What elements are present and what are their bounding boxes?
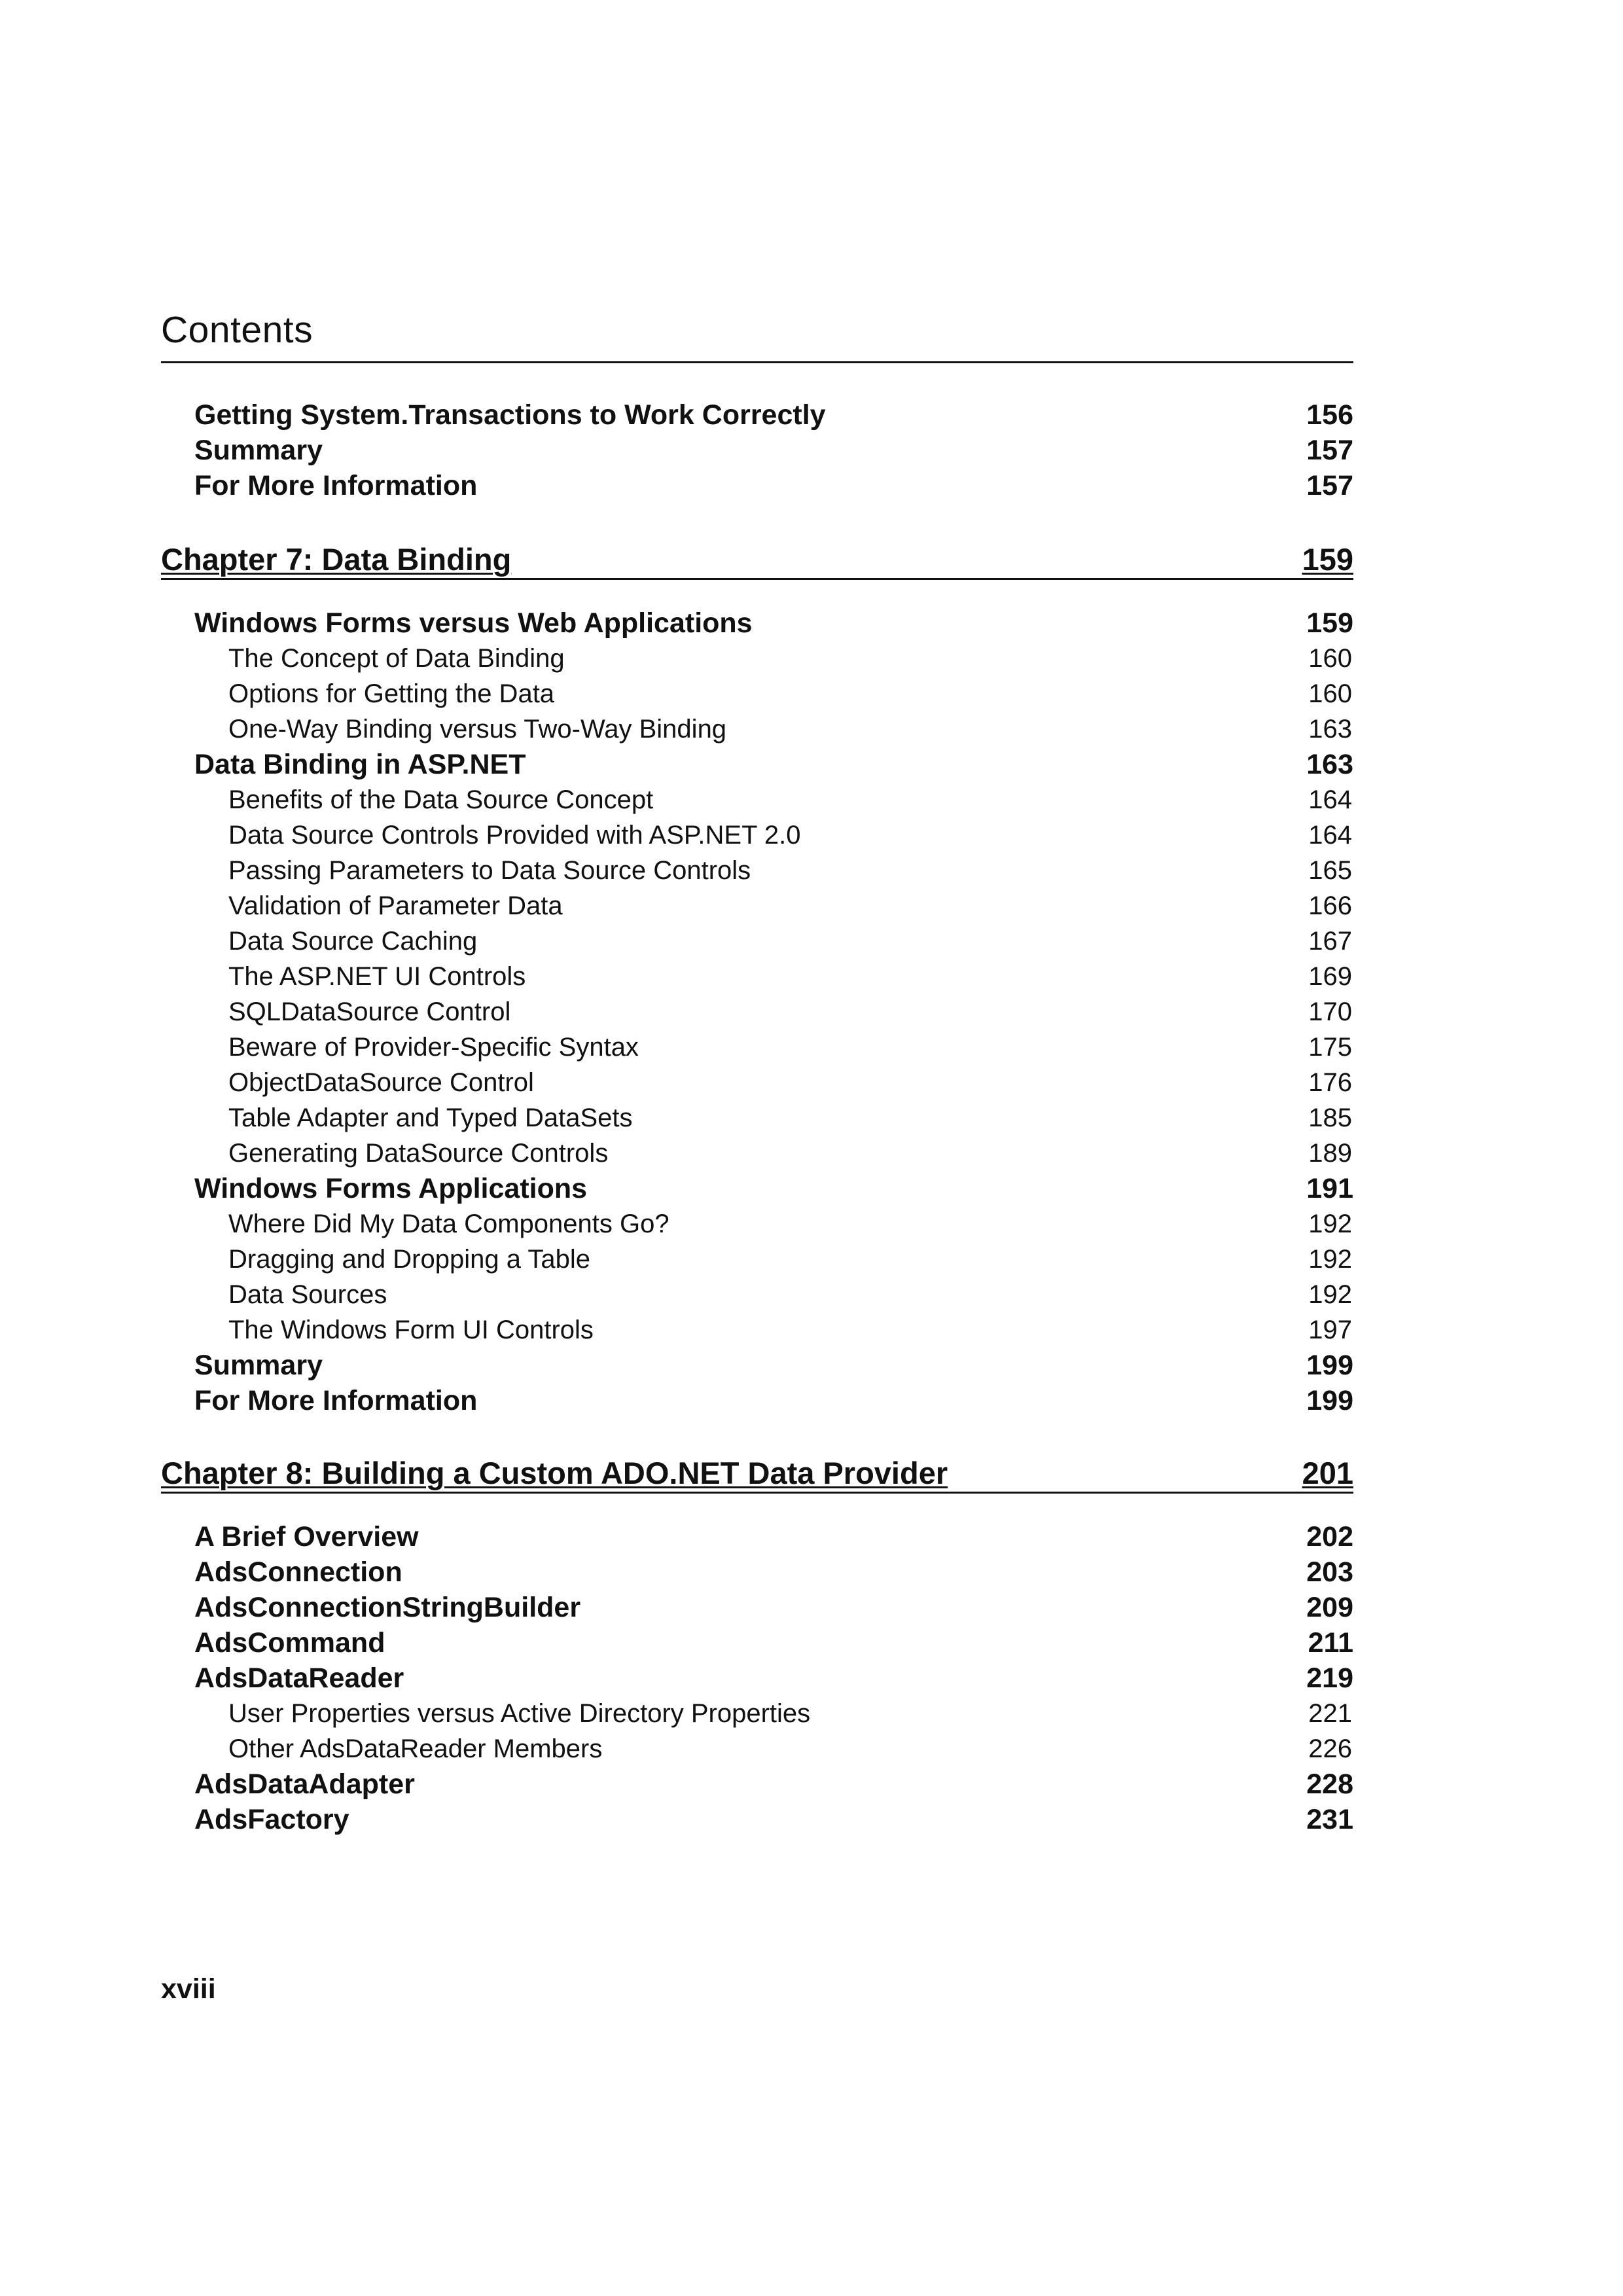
toc-entry-title: For More Information [194, 1384, 478, 1416]
toc-entry-title: Table Adapter and Typed DataSets [228, 1103, 633, 1132]
toc-entry-title: Benefits of the Data Source Concept [228, 785, 654, 814]
toc-subentry [161, 888, 1353, 924]
toc-entry-page: 160 [1308, 679, 1352, 708]
toc-entry-title: SQLDataSource Control [228, 997, 511, 1026]
toc-entry-page: 157 [1306, 434, 1353, 466]
toc-entry-page: 169 [1308, 961, 1352, 991]
toc-entry-title: Data Binding in ASP.NET [194, 748, 526, 780]
toc-entry-page: 185 [1308, 1103, 1352, 1132]
toc-entry-title: The Concept of Data Binding [228, 643, 565, 673]
toc-entry-page: 163 [1308, 714, 1352, 744]
toc-entry-title: Dragging and Dropping a Table [228, 1244, 590, 1274]
toc-entry-page: 159 [1306, 607, 1353, 639]
toc-subentry [161, 711, 1353, 747]
toc-entry-page: 175 [1308, 1032, 1352, 1062]
toc-entry-title: ObjectDataSource Control [228, 1067, 534, 1097]
toc-entry [161, 1383, 1353, 1418]
toc-entry [161, 1767, 1353, 1802]
toc-entry-page: 160 [1308, 643, 1352, 673]
toc-entry-title: For More Information [194, 469, 478, 501]
toc-entry-page: 219 [1306, 1662, 1353, 1694]
toc-entry-title: One-Way Binding versus Two-Way Binding [228, 714, 727, 744]
toc-subentry [161, 1696, 1353, 1731]
chapter-title: Chapter 7: Data Binding [161, 542, 512, 577]
page-number: xviii [161, 1973, 216, 2005]
chapter-heading-8 [161, 1452, 1353, 1491]
page-header-title: Contents [161, 309, 313, 351]
toc-entry-title: Passing Parameters to Data Source Controls [228, 855, 751, 885]
toc-entry [161, 1660, 1353, 1696]
toc-entry-title: A Brief Overview [194, 1520, 419, 1552]
toc-entry-title: Data Source Controls Provided with ASP.NET 2.0 [228, 820, 801, 850]
toc-entry-title: Summary [194, 1349, 323, 1381]
toc-entry-page: 164 [1308, 820, 1352, 850]
toc-entry-page: 167 [1308, 926, 1352, 956]
toc-entry [161, 1519, 1353, 1554]
toc-entry-page: 197 [1308, 1315, 1352, 1344]
toc-entry-title: Generating DataSource Controls [228, 1138, 609, 1168]
toc-subentry [161, 853, 1353, 888]
toc-entry-page: 157 [1306, 469, 1353, 501]
toc-entry-title: AdsCommand [194, 1626, 385, 1659]
toc-entry-page: 176 [1308, 1067, 1352, 1097]
toc-entry [161, 1171, 1353, 1206]
toc-subentry [161, 1030, 1353, 1065]
toc-entry-page: 226 [1308, 1734, 1352, 1763]
toc-subentry [161, 1206, 1353, 1242]
toc-entry-title: Other AdsDataReader Members [228, 1734, 603, 1763]
toc-entry-page: 170 [1308, 997, 1352, 1026]
toc-entry-page: 166 [1308, 891, 1352, 920]
toc-entry-title: AdsDataReader [194, 1662, 404, 1694]
chapter-page: 201 [1302, 1456, 1353, 1490]
toc-entry-title: Data Source Caching [228, 926, 478, 956]
toc-entry [161, 1554, 1353, 1590]
toc-entry-page: 192 [1308, 1209, 1352, 1238]
toc-entry-page: 191 [1306, 1172, 1353, 1204]
toc-entry-page: 189 [1308, 1138, 1352, 1168]
toc-entry-page: 209 [1306, 1591, 1353, 1623]
toc-entry-title: The Windows Form UI Controls [228, 1315, 594, 1344]
toc-entry-title: Windows Forms Applications [194, 1172, 588, 1204]
toc-entry [161, 468, 1353, 503]
header-divider [161, 361, 1353, 363]
toc-subentry [161, 1242, 1353, 1277]
toc-entry-title: User Properties versus Active Directory Properties [228, 1698, 811, 1728]
toc-entry-page: 156 [1306, 399, 1353, 431]
toc-subentry [161, 782, 1353, 817]
toc-entry-page: 199 [1306, 1349, 1353, 1381]
toc-subentry [161, 641, 1353, 676]
toc-entry-page: 192 [1308, 1280, 1352, 1309]
toc-entry-title: Summary [194, 434, 323, 466]
toc-entry-title: AdsFactory [194, 1803, 349, 1835]
toc-subentry [161, 1277, 1353, 1312]
toc-entry-title: The ASP.NET UI Controls [228, 961, 526, 991]
toc-entry-title: Beware of Provider-Specific Syntax [228, 1032, 639, 1062]
toc-subentry [161, 994, 1353, 1030]
chapter-page: 159 [1302, 542, 1353, 577]
toc-subentry [161, 959, 1353, 994]
chapter-title: Chapter 8: Building a Custom ADO.NET Data Provider [161, 1456, 948, 1490]
toc-subentry [161, 817, 1353, 853]
toc-entry-page: 199 [1306, 1384, 1353, 1416]
toc-entry-title: AdsDataAdapter [194, 1768, 415, 1800]
toc-subentry [161, 924, 1353, 959]
chapter-divider [161, 1492, 1353, 1494]
toc-entry-page: 228 [1306, 1768, 1353, 1800]
toc-subentry [161, 1731, 1353, 1767]
toc-entry-title: Getting System.Transactions to Work Correctly [194, 399, 826, 431]
toc-entry-page: 231 [1306, 1803, 1353, 1835]
toc-entry [161, 1802, 1353, 1837]
chapter-divider [161, 578, 1353, 580]
toc-entry [161, 1348, 1353, 1383]
toc-entry-title: AdsConnection [194, 1556, 402, 1588]
toc-entry-title: AdsConnectionStringBuilder [194, 1591, 581, 1623]
toc-entry [161, 1590, 1353, 1625]
toc-entry-page: 211 [1308, 1626, 1353, 1659]
toc-entry-page: 202 [1306, 1520, 1353, 1552]
toc-subentry [161, 1312, 1353, 1348]
toc-entry [161, 397, 1353, 433]
toc-entry-title: Data Sources [228, 1280, 387, 1309]
toc-subentry [161, 1065, 1353, 1100]
toc-entry-page: 192 [1308, 1244, 1352, 1274]
chapter-heading-7 [161, 538, 1353, 577]
toc-entry-page: 165 [1308, 855, 1352, 885]
toc-subentry [161, 676, 1353, 711]
toc-entry-page: 221 [1308, 1698, 1352, 1728]
toc-entry [161, 747, 1353, 782]
toc-entry-title: Options for Getting the Data [228, 679, 555, 708]
toc-entry [161, 605, 1353, 641]
toc-entry [161, 433, 1353, 468]
toc-entry-page: 163 [1306, 748, 1353, 780]
toc-entry-title: Validation of Parameter Data [228, 891, 563, 920]
toc-subentry [161, 1100, 1353, 1136]
toc-entry-title: Windows Forms versus Web Applications [194, 607, 753, 639]
toc-entry-page: 203 [1306, 1556, 1353, 1588]
toc-entry [161, 1625, 1353, 1660]
toc-subentry [161, 1136, 1353, 1171]
toc-entry-page: 164 [1308, 785, 1352, 814]
toc-entry-title: Where Did My Data Components Go? [228, 1209, 669, 1238]
